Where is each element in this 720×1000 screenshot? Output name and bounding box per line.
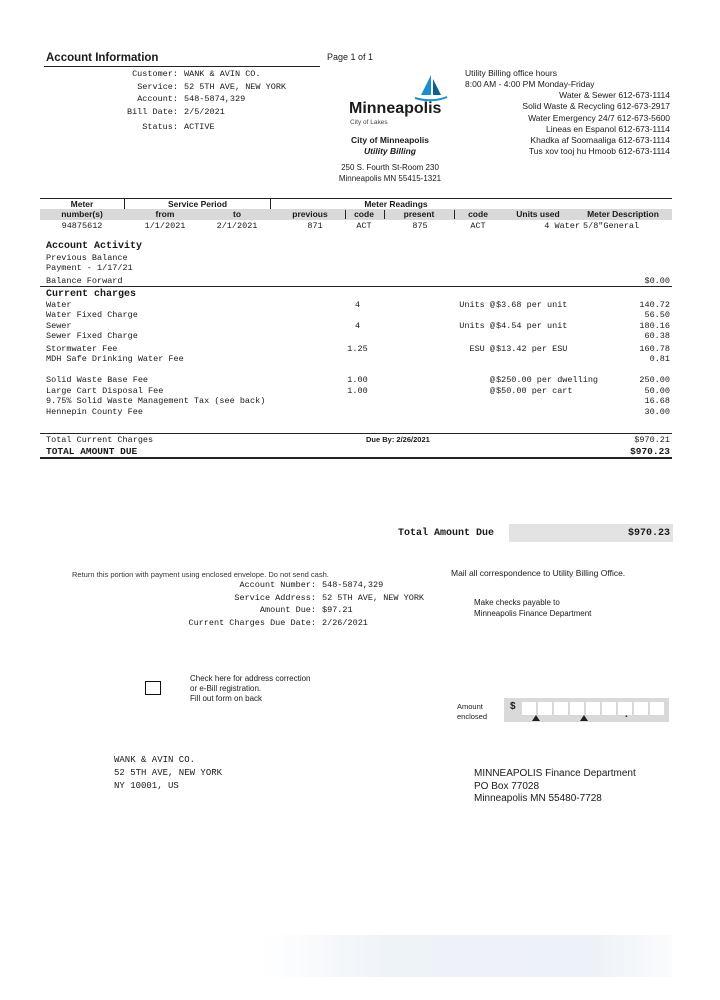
column-divider [384, 210, 385, 219]
meter-number-header: number(s) [61, 209, 103, 219]
status-label: Status: [142, 122, 178, 132]
page-number: Page 1 of 1 [327, 52, 374, 62]
total-amount-due-row [40, 446, 672, 457]
charge-qty: 1.00 [347, 375, 368, 385]
charge-row [40, 310, 672, 320]
address-line: WANK & AVIN CO. [114, 755, 196, 765]
charge-row [40, 321, 672, 331]
charge-row [40, 386, 672, 396]
charge-unit: @ [489, 375, 495, 385]
service-value: 52 5TH AVE, NEW YORK [184, 81, 287, 92]
checkbox-note-line: or e-Bill registration. [190, 684, 262, 693]
phone-line: Tus xov tooj hu Hmoob 612-673-1114 [528, 146, 670, 157]
phone-line: Khadka af Soomaaliga 612-673-1114 [530, 135, 670, 146]
address-line: PO Box 77028 [474, 780, 540, 792]
charge-label: Sewer [46, 321, 72, 331]
charge-unit: Units @ [459, 300, 495, 310]
stub-total-amount: $970.23 [627, 528, 670, 539]
hours-line: 8:00 AM - 4:00 PM Monday-Friday [465, 79, 595, 89]
separator-triangle-icon [580, 715, 588, 721]
to-header: to [232, 209, 242, 219]
bill-date-field [100, 106, 315, 119]
address-line: 52 5TH AVE, NEW YORK [114, 768, 223, 778]
total-amount-due-rule [40, 457, 672, 459]
code-cell: ACT [356, 221, 372, 231]
account-field [100, 93, 315, 106]
total-current-charges-row [40, 435, 672, 445]
charge-row [40, 344, 672, 354]
scan-artifact [262, 935, 672, 977]
sailboat-icon [347, 73, 457, 133]
account-info-fields [100, 68, 315, 134]
to-cell: 2/1/2021 [216, 221, 258, 231]
charge-qty: 1.25 [347, 344, 368, 354]
org-department: Utility Billing [364, 146, 416, 156]
service-period-group-label: Service Period [167, 199, 228, 209]
charge-label: Sewer Fixed Charge [46, 331, 138, 341]
charge-amount: 180.16 [639, 321, 670, 331]
stub-account-number [130, 579, 450, 592]
mail-correspondence-note: Mail all correspondence to Utility Billing Office. [451, 568, 626, 578]
total-amount-due-label: TOTAL AMOUNT DUE [46, 446, 138, 457]
charge-row [40, 396, 672, 406]
separator-triangle-icon [532, 715, 540, 721]
charge-row [40, 375, 672, 385]
charge-amount: 56.50 [644, 310, 670, 320]
account-activity-lines [46, 253, 133, 273]
account-value: 548-5874,329 [184, 94, 246, 104]
checkbox-note-line: Fill out form on back [190, 694, 263, 703]
digit-box[interactable] [602, 702, 616, 715]
total-current-charges-rule [40, 433, 672, 434]
charge-unit: ESU @ [469, 344, 495, 354]
charge-row [40, 331, 672, 341]
charge-amount: 0.81 [649, 354, 670, 364]
charge-unit: Units @ [459, 321, 495, 331]
total-current-charges-amount: $970.21 [634, 435, 670, 445]
remittance-address [474, 768, 636, 806]
charge-unit: @ [489, 386, 495, 396]
charge-rate: $13.42 per ESU [496, 344, 568, 354]
meter-group-header [40, 199, 672, 209]
stub-field-value: 548-5874,329 [322, 580, 384, 590]
bill-date-value: 2/5/2021 [184, 106, 225, 117]
meter-group-label: Meter [70, 199, 94, 209]
stub-field-label: Current Charges Due Date: [188, 617, 316, 628]
amount-enclosed-label [457, 702, 487, 722]
balance-forward-rule [40, 286, 672, 287]
charge-amount: 16.68 [644, 396, 670, 406]
stub-total-label: Total Amount Due [398, 528, 495, 539]
digit-box[interactable] [570, 702, 584, 715]
hours-list [465, 79, 670, 157]
code-header: code [354, 209, 374, 219]
from-header: from [155, 209, 175, 219]
phone-line: Water Emergency 24/7 612-673-5600 [528, 112, 670, 123]
customer-field [100, 68, 315, 81]
return-portion-note: Return this portion with payment using enclosed envelope. Do not send cash. [72, 570, 329, 579]
units-used-cell: 4 Water [544, 221, 580, 231]
charge-amount: 250.00 [639, 375, 670, 385]
account-info-title: Account Information [46, 52, 159, 64]
stub-due-date [130, 617, 450, 630]
stub-field-value: 52 5TH AVE, NEW YORK [322, 592, 425, 603]
address-line: MINNEAPOLIS Finance Department [474, 768, 636, 779]
stub-field-label: Amount Due: [259, 605, 316, 615]
charge-amount: 30.00 [644, 407, 670, 417]
charge-row [40, 300, 672, 310]
account-label: Account: [137, 94, 178, 104]
balance-forward-label: Balance Forward [46, 276, 123, 286]
stub-field-label: Service Address: [234, 592, 316, 603]
charge-amount: 160.78 [639, 344, 670, 354]
org-address-1: 250 S. Fourth St-Room 230 [341, 163, 439, 172]
phone-line: Solid Waste & Recycling 612-673-2917 [522, 101, 670, 112]
total-current-charges-label: Total Current Charges [46, 435, 154, 445]
meter-description-cell: 5/8"General [583, 221, 640, 231]
charge-label: Large Cart Disposal Fee [46, 386, 164, 396]
account-activity-title: Account Activity [46, 241, 143, 252]
charge-label: Hennepin County Fee [46, 407, 143, 417]
charge-rate: $3.68 per unit [496, 300, 568, 310]
phone-line: Lineas en Espanol 612-673-1114 [546, 123, 670, 134]
previous-cell: 871 [307, 221, 323, 231]
minneapolis-logo [347, 73, 457, 133]
checks-payable-note [474, 597, 591, 619]
charge-qty: 1.00 [347, 386, 368, 396]
dollar-sign: $ [510, 701, 516, 712]
charge-label: MDH Safe Drinking Water Fee [46, 354, 184, 364]
customer-mailing-address [114, 754, 222, 793]
payable-line: Minneapolis Finance Department [474, 609, 592, 618]
due-by-date: Due By: 2/26/2021 [366, 435, 430, 444]
bill-date-label: Bill Date: [126, 106, 178, 117]
digit-box[interactable] [538, 702, 552, 715]
org-name: City of Minneapolis [351, 135, 429, 145]
stub-field-label: Account Number: [239, 580, 316, 590]
stub-field-value: 2/26/2021 [322, 617, 368, 628]
org-address-2: Minneapolis MN 55415-1321 [338, 174, 442, 183]
digit-box[interactable] [650, 702, 664, 715]
address-correction-checkbox[interactable] [145, 681, 161, 695]
charge-label: Stormwater Fee [46, 344, 118, 354]
stub-amount-due [130, 604, 450, 617]
payable-line: Make checks payable to [474, 598, 560, 607]
stub-fields [130, 579, 450, 629]
balance-forward-amount: $0.00 [644, 276, 670, 286]
from-cell: 1/1/2021 [144, 221, 186, 231]
payment-line: Payment - 1/17/21 [46, 263, 133, 273]
address-correction-note [190, 674, 311, 704]
charge-amount: 140.72 [639, 300, 670, 310]
charge-label: 9.75% Solid Waste Management Tax (see back) [46, 396, 266, 406]
service-field [100, 81, 315, 94]
checkbox-note-line: Check here for address correction [190, 674, 311, 683]
charge-label: Water Fixed Charge [46, 310, 138, 320]
previous-balance-line: Previous Balance [46, 253, 128, 263]
present-header: present [403, 209, 435, 219]
amount-enclosed-line: enclosed [457, 712, 488, 721]
status-value: ACTIVE [184, 122, 215, 132]
meter-readings-group-label: Meter Readings [364, 199, 428, 209]
status-field [100, 121, 315, 134]
meter-description-header: Meter Description [587, 209, 659, 219]
charge-qty: 4 [354, 321, 361, 331]
previous-header: previous [292, 209, 328, 219]
meter-number-cell: 94875612 [61, 221, 103, 231]
address-line: Minneapolis MN 55480-7728 [474, 793, 602, 804]
logo-tagline: City of Lakes [350, 119, 388, 126]
service-label: Service: [137, 81, 178, 92]
customer-value: WANK & AVIN CO. [184, 69, 261, 79]
charge-label: Solid Waste Base Fee [46, 375, 149, 385]
balance-forward-row [40, 276, 672, 286]
digit-box[interactable] [522, 702, 536, 715]
charge-rate: $50.00 per cart [496, 386, 573, 396]
phone-line: Water & Sewer 612-673-1114 [559, 90, 670, 101]
meter-column-header [40, 209, 672, 220]
units-used-header: Units used [516, 209, 560, 219]
meter-row [40, 221, 672, 232]
org-block [320, 135, 460, 184]
charge-qty: 4 [354, 300, 361, 310]
digit-box[interactable] [554, 702, 568, 715]
charge-rate: $250.00 per dwelling [496, 375, 599, 385]
stub-service-address [130, 592, 450, 605]
code-header: code [468, 209, 488, 219]
charge-amount: 60.38 [644, 331, 670, 341]
digit-box[interactable] [586, 702, 600, 715]
cents-separator: . [625, 709, 628, 720]
charge-row [40, 407, 672, 417]
customer-label: Customer: [132, 69, 178, 79]
charge-rate: $4.54 per unit [496, 321, 568, 331]
charge-row [40, 354, 672, 364]
current-charges-title: Current charges [46, 289, 137, 300]
charge-label: Water [46, 300, 72, 310]
hours-title: Utility Billing office hours [465, 68, 557, 78]
logo-wordmark: Minneapolis [349, 100, 442, 117]
present-cell: 875 [412, 221, 428, 231]
digit-box[interactable] [634, 702, 648, 715]
address-line: NY 10001, US [114, 781, 179, 791]
code-cell: ACT [470, 221, 486, 231]
stub-field-value: $97.21 [322, 605, 353, 615]
total-amount-due-amount: $970.23 [630, 446, 670, 457]
amount-enclosed-line: Amount [457, 702, 483, 711]
account-info-rule [44, 66, 320, 67]
charge-amount: 50.00 [644, 386, 670, 396]
